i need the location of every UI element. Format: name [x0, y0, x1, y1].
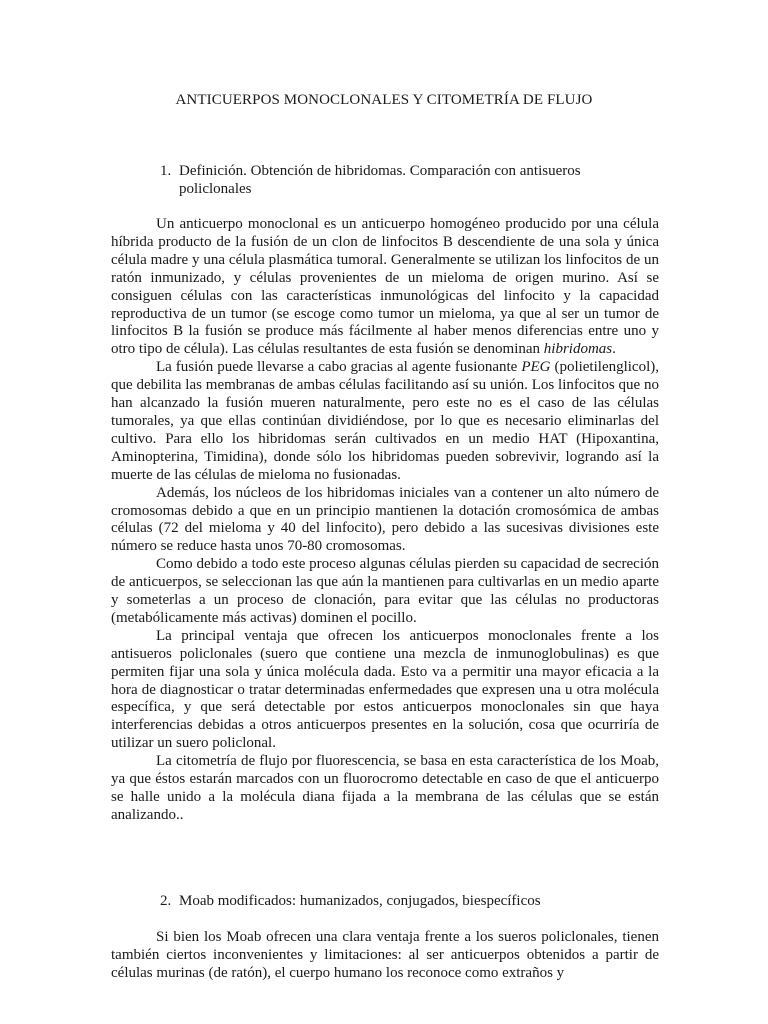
paragraph: Como debido a todo este proceso algunas células pierden su capacidad de secreción de anticuerpos, se seleccionan las que aún la mantienen para cultivarlas en un medio aparte y someterlas a un proceso de clonación, para evitar que las células no productoras (metabólicamente más activas) dominen el pocillo.	[111, 556, 659, 626]
italic-term: PEG	[521, 359, 551, 376]
paragraph: Además, los núcleos de los hibridomas iniciales van a contener un alto número de cromosomas debido a que en un principio mantienen la dotación cromosómica de ambas células (72 del mieloma y 40 del linfocito), pero debido a las sucesivas divisiones este número se reduce hasta unos 70-80 cromosomas.	[111, 484, 659, 555]
section-number: 1.	[160, 163, 172, 179]
section-number: 2.	[160, 893, 172, 909]
paragraph: La principal ventaja que ofrecen los anticuerpos monoclonales frente a los antisueros policlonales (suero que contiene una mezcla de inmunoglobulinas) es que permiten fijar una sola y única molécula dada. Esto va a permitir una mayor eficacia a la hora de diagnosticar o tratar determinadas enfermedades que expresen una u otra molécula específica, y que será detectable por estos anticuerpos monoclonales sin que haya interferencias debidas a otros anticuerpos presentes en la solución, cosa que ocurriría de utilizar un suero policlonal.	[111, 627, 659, 752]
paragraph: La fusión puede llevarse a cabo gracias al agente fusionante PEG (polietilenglicol), que debilita las membranas de ambas células facilitando así su unión. Los linfocitos que no han alcanzado la fusión mueren naturalmente, pero este no es el caso de las células tumorales, ya que ellas continúan dividiéndose, por lo que es necesario eliminarlas del cultivo. Para ello los hibridomas serán cultivados en un medio HAT (Hipoxantina, Aminopterina, Timidina), donde sólo los hibridomas pueden sobrevivir, logrando así la muerte de las células de mieloma no fusionadas.	[111, 359, 660, 483]
section-heading-1	[160, 162, 610, 198]
section-heading-text: Definición. Obtención de hibridomas. Comparación con antisueros policlonales	[179, 163, 581, 197]
section-body-1	[111, 216, 659, 825]
italic-term: hibridomas	[543, 341, 613, 358]
paragraph: La citometría de flujo por fluorescencia, se basa en esta característica de los Moab, ya que éstos estarán marcados con un fluorocromo detectable en caso de que el anticuerpo se halle unido a la molécula diana fijada a la membrana de las células que se están analizando..	[111, 753, 659, 823]
section-heading-text: Moab modificados: humanizados, conjugados, biespecíficos	[179, 893, 541, 909]
section-heading-2	[160, 892, 610, 910]
document-title: ANTICUERPOS MONOCLONALES Y CITOMETRÍA DE FLUJO	[175, 92, 593, 108]
paragraph: Un anticuerpo monoclonal es un anticuerpo homogéneo producido por una célula híbrida producto de la fusión de un clon de linfocitos B descendiente de una sola y única célula madre y una célula plasmática tumoral. Generalmente se utilizan los linfocitos de un ratón inmunizado, y células provenientes de un mieloma de origen murino. Así se consiguen células con las características inmunológicas del linfocito y la capacidad reproductiva de un tumor (se escoge como tumor un mieloma, ya que al ser un tumor de linfocitos B la fusión se produce más fácilmente al haber menos diferencias entre uno y otro tipo de célula). Las células resultantes de esta fusión se denominan hibridomas.	[111, 216, 659, 358]
paragraph: Si bien los Moab ofrecen una clara ventaja frente a los sueros policlonales, tienen también ciertos inconvenientes y limitaciones: al ser anticuerpos obtenidos a partir de células murinas (de ratón), el cuerpo humano los reconoce como extraños y	[111, 929, 659, 981]
section-body-2	[111, 929, 659, 983]
